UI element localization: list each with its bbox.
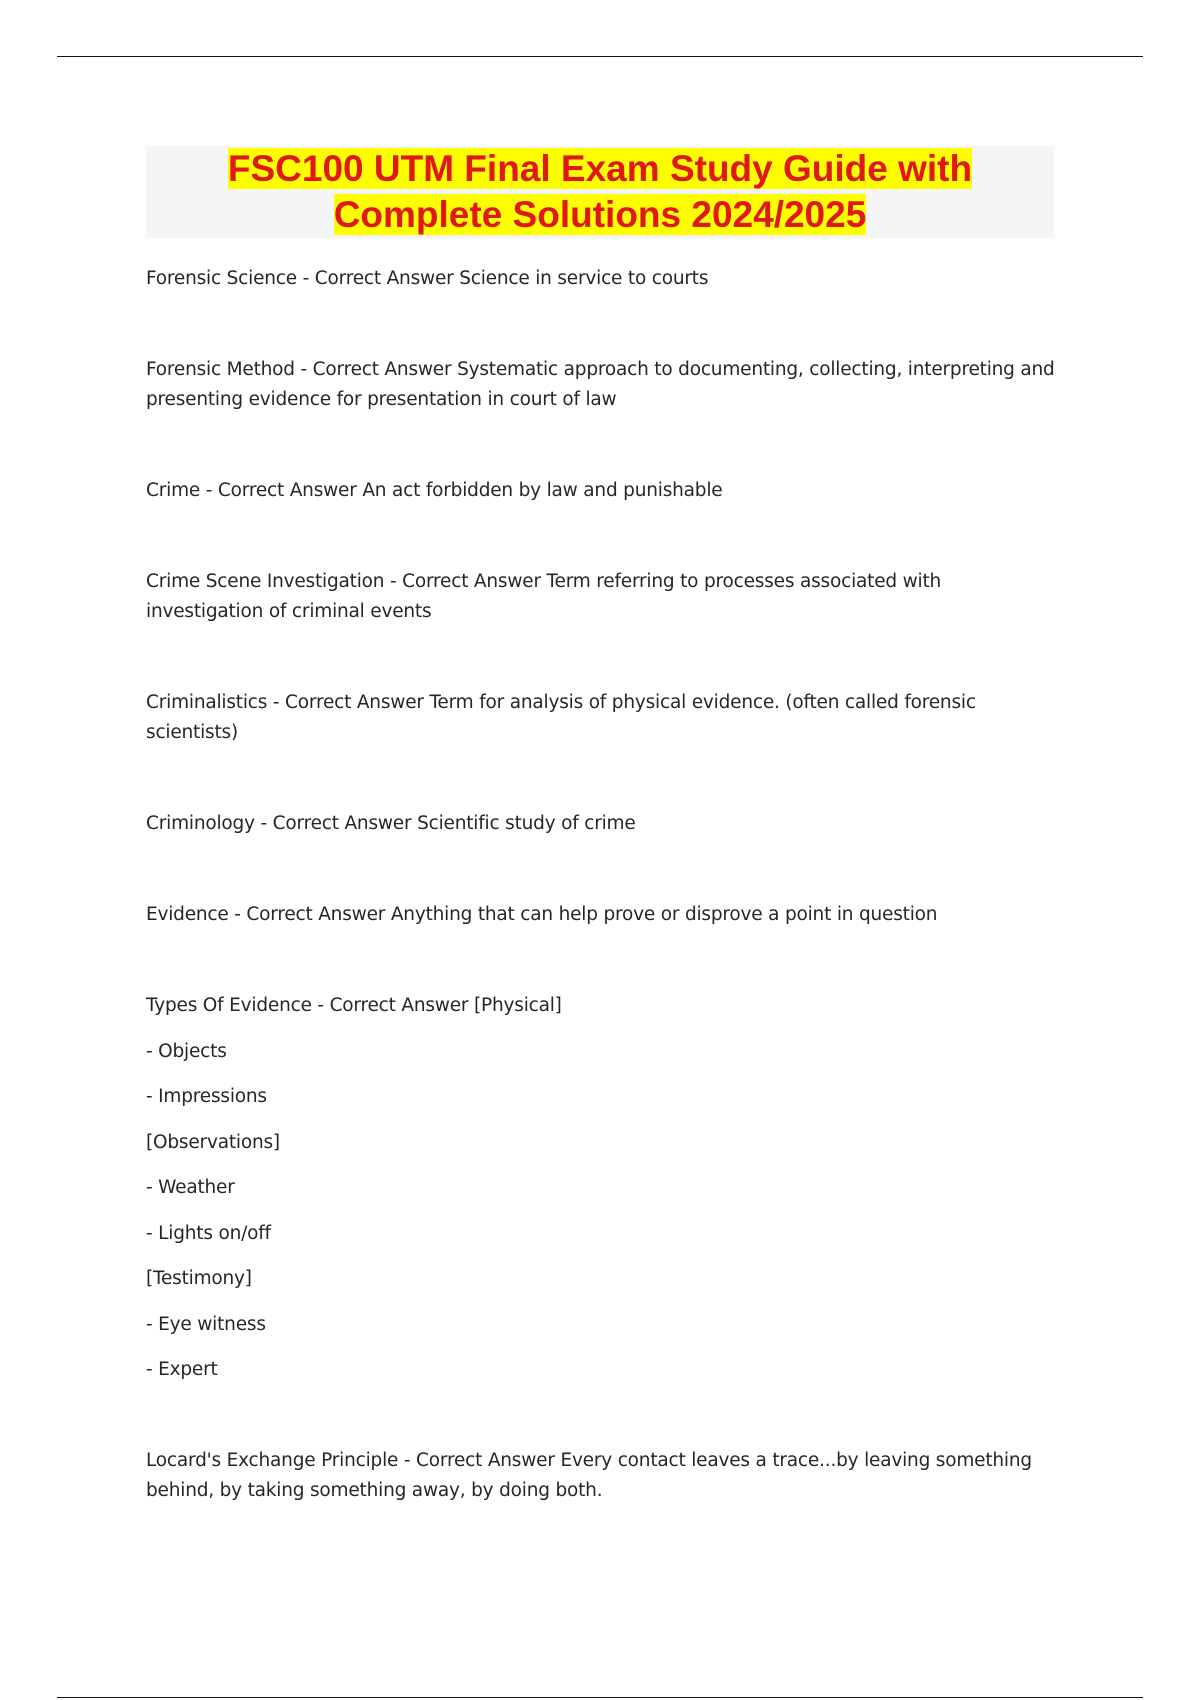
title-box	[146, 146, 1054, 238]
evidence-list-item: - Expert	[146, 1359, 218, 1380]
evidence-list-item: - Impressions	[146, 1086, 267, 1107]
bottom-rule	[57, 1697, 1143, 1698]
entry-evidence: Evidence - Correct Answer Anything that can help prove or disprove a point in question	[146, 904, 938, 925]
evidence-list-item: - Objects	[146, 1040, 227, 1062]
top-rule	[57, 56, 1143, 57]
entry-criminology: Criminology - Correct Answer Scientific study of crime	[146, 813, 636, 834]
entry-criminalistics: Criminalistics - Correct Answer Term for analysis of physical evidence. (often called forensic scientists)	[146, 692, 976, 743]
entry-forensic-method: Forensic Method - Correct Answer Systematic approach to documenting, collecting, interpreting and presenting evidence for presentation in court of law	[146, 359, 1055, 410]
entry-locards-exchange-principle: Locard's Exchange Principle - Correct Answer Every contact leaves a trace...by leaving something behind, by taking something away, by doing both.	[146, 1450, 1032, 1501]
evidence-list-item: [Observations]	[146, 1131, 280, 1153]
entry-types-of-evidence: Types Of Evidence - Correct Answer [Physical]	[146, 995, 562, 1016]
evidence-list-item: - Weather	[146, 1177, 235, 1198]
entry-crime: Crime - Correct Answer An act forbidden by law and punishable	[146, 480, 723, 501]
evidence-list-item: - Lights on/off	[146, 1222, 271, 1244]
title-line-2: Complete Solutions 2024/2025	[333, 194, 867, 235]
title-line-1: FSC100 UTM Final Exam Study Guide with	[227, 148, 973, 189]
evidence-list-item: [Testimony]	[146, 1268, 252, 1289]
document-title	[146, 146, 1054, 238]
document-body	[146, 264, 1056, 1506]
entry-forensic-science: Forensic Science - Correct Answer Science in service to courts	[146, 268, 709, 289]
evidence-list-item: - Eye witness	[146, 1313, 266, 1335]
entry-crime-scene-investigation: Crime Scene Investigation - Correct Answer Term referring to processes associated with investigation of criminal events	[146, 571, 942, 622]
